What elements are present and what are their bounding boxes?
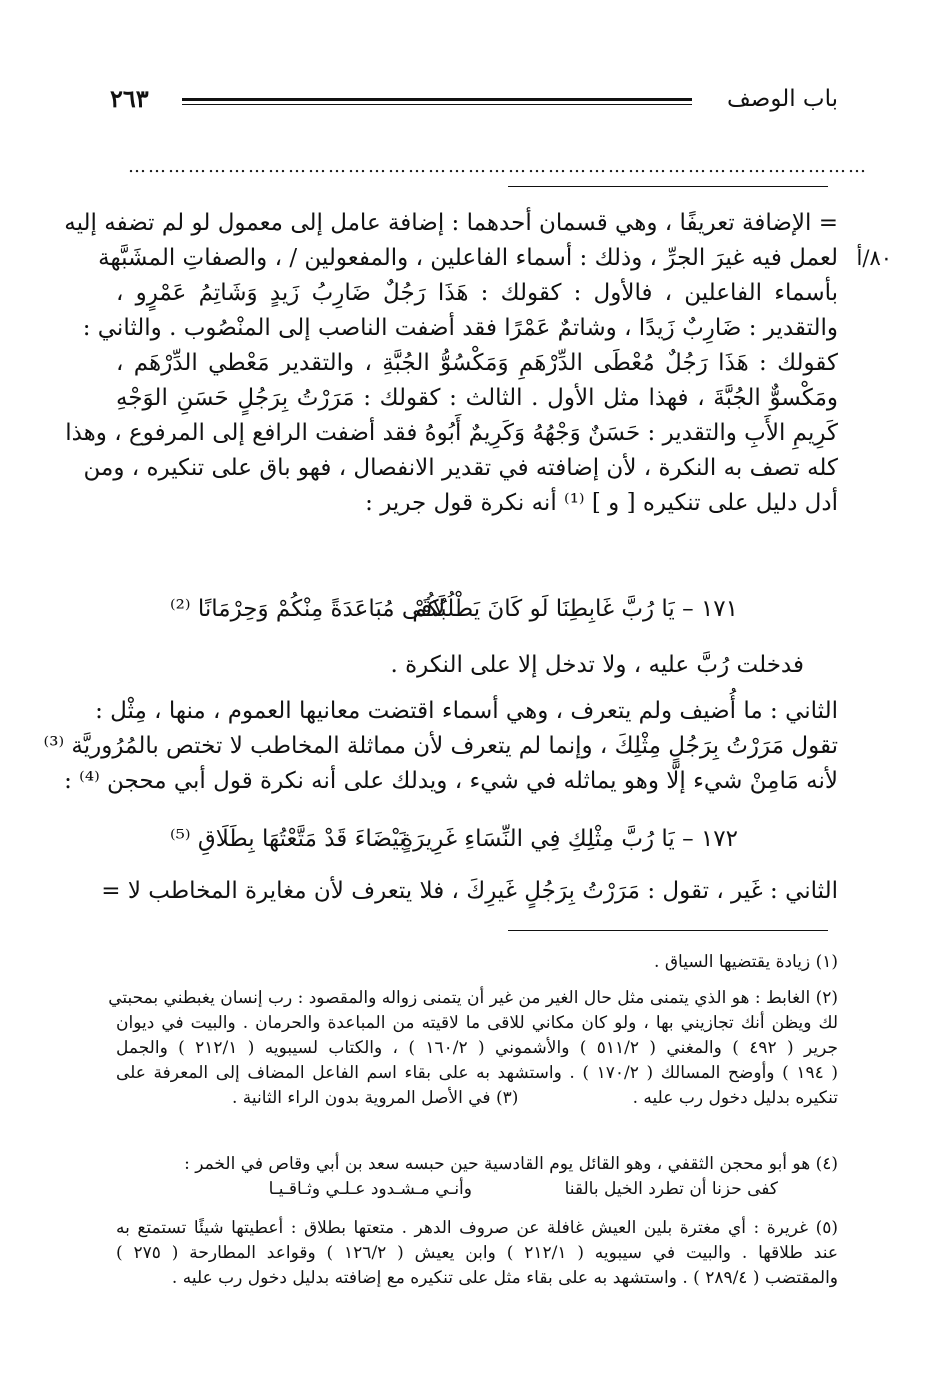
verse-hemistich: كفى حزنا أن تطرد الخيل بالقنا <box>564 1179 778 1199</box>
footnote-line: والمقتضب ( ٢٨٩/٤ ) . واستشهد به على بقاء مثل على تنكيره مع إضافته بدليل دخول رب عليه . <box>171 1268 838 1288</box>
footnote-rule <box>508 930 828 931</box>
footnote-text: (١) زيادة يقتضيها السياق . <box>654 952 838 972</box>
body-line: لعمل فيه غيرَ الجرِّ ، وذلك : أسماء الفاعلين ، والمفعولين / ، والصفاتِ المشَبَّهة <box>98 245 838 271</box>
body-line: كقولك : هَذَا رَجُلٌ مُعْطَى الدِّرْهَمِ وَمَكْسُوُّ الجُبَّةِ ، والتقدير مَعْطي الدِّرْهَم ، <box>116 350 838 376</box>
body-line: أدل دليل على تنكيره [ و ] ⁽¹⁾ أنه نكرة قول جرير : <box>365 490 838 516</box>
margin-note: ٨٠/أ <box>856 246 892 270</box>
body-line: والتقدير : ضَارِبٌ زَيدًا ، وشاتمٌ عَمْرًا فقد أضفت الناصب إلى المنْصُوب . والثاني : <box>82 315 838 341</box>
page-number: ٢٦٣ <box>110 84 149 113</box>
verse-hemistich: بَيْضَاءَ قَدْ مَتَّعْتُهَا بِطَلَاقِ ⁽⁵⁾ <box>170 826 406 852</box>
main-text <box>64 206 892 521</box>
chapter-title: باب الوصف <box>727 86 838 112</box>
footnote-1 <box>116 950 838 975</box>
footnote-line: (٢) الغابط : هو الذي يتمنى مثل حال الغير من غير أن يتمنى زواله والمقصود : رب إنسان يغبطني بمحبتي <box>108 988 838 1008</box>
body-line: = الإضافة تعريفًا ، وهي قسمان أحدهما : إضافة عامل إلى معمول لو لم تضفه إليه <box>64 210 838 236</box>
body-line: لأنه مَامِنْ شيء إلّا وهو يماثله في شيء ، ويدلك على أنه نكرة قول أبي محجن ⁽⁴⁾ : <box>64 768 838 794</box>
footnote-2 <box>108 986 839 1111</box>
top-rule <box>508 186 828 187</box>
running-header <box>110 84 838 120</box>
body-line: بأسماء الفاعلين ، فالأول : كقولك : هَذَا رَجُلٌ ضَارِبُ زَيدٍ وَشَاتِمُ عَمْرٍو ، <box>116 280 838 306</box>
verse-172 <box>170 822 738 857</box>
footnote-verse <box>116 1177 838 1202</box>
footnote-line: (٤) هو أبو محجن الثقفي ، وهو القائل يوم القادسية حين حبسه سعد بن أبي وقاص في الخمر : <box>184 1154 838 1174</box>
main-text-2 <box>43 694 838 799</box>
body-line: فدخلت رُبَّ عليه ، ولا تدخل إلا على النكرة . <box>390 652 804 678</box>
verse-hemistich: ١٧٢ – يَا رُبَّ مِثْلِكِ فِي النِّسَاءِ غَرِيرَةٍ <box>401 826 738 852</box>
verse-hemistich: وأنـي مـشـدود عـلـي وثـاقـيـا <box>268 1179 472 1199</box>
body-line: تقول مَرَرْتُ بِرَجُلٍ مِثْلِكَ ، وإنما لم يتعرف لأن مماثلة المخاطب لا تختص بالمُرُوريَّة ⁽³⁾ <box>43 733 838 759</box>
verse-hemistich: ١٧١ – يَا رُبَّ غَابِطِنَا لَو كَانَ يَطْلُبُكُمْ <box>412 596 738 622</box>
header-rule <box>182 98 692 101</box>
body-line: الثاني : ما أُضيف ولم يتعرف ، وهي أسماء اقتضت معانيها العموم ، منها ، مِثْل : <box>95 698 838 724</box>
footnote-line <box>116 1086 838 1111</box>
verse-hemistich: لَاقَى مُبَاعَدَةً مِنْكُمْ وَحِرْمَانًا ⁽²⁾ <box>170 596 446 622</box>
body-line: الثاني : غَير ، تقول : مَرَرْتُ بِرَجُلٍ غَيرِكَ ، فلا يتعرف لأن مغايرة المخاطب لا = <box>101 878 838 904</box>
footnote-line: لك ويظن أنك تجازيني بها ، ولو كان مكاني للاقى ما لاقيته من المباعدة والحرمان . والبيت في ديوان <box>116 1013 838 1033</box>
footnote-5 <box>116 1216 838 1291</box>
footnote-line: ( ١٩٤ ) وأوضح المسالك ( ١٧٠/٢ ) . واستشهد به على بقاء اسم الفاعل المضاف إلى المعرفة على <box>116 1063 839 1083</box>
verse-171 <box>170 592 738 627</box>
main-text-3 <box>102 874 838 909</box>
body-line: ومَكْسوٌّ الجُبَّةَ ، فهذا مثل الأول . الثالث : كقولك : مَرَرْتُ بِرَجُلٍ حَسَنِ الوَجْهِ <box>116 385 838 411</box>
footnote-line: جرير ( ٤٩٢ ) والمغني ( ٥١١/٢ ) والأشموني ( ١٦٠/٢ ) ، والكتاب لسيبويه ( ٢١٢/١ ) والجمل <box>116 1038 838 1058</box>
header-rule-thin <box>182 104 692 105</box>
footnote-3: (٣) في الأصل المروية بدون الراء الثانية . <box>232 1088 519 1108</box>
footnote-line-text: تنكيره بدليل دخول رب عليه . <box>632 1088 838 1108</box>
footnote-line: (٥) غريرة : أي مغترة بلين العيش غافلة عن صروف الدهر . متعتها بطلاق : أعطيتها شيئًا تستمتع به <box>116 1218 838 1238</box>
body-line: كَرِيمِ الأَبِ والتقدير : حَسَنٌ وَجْهُهُ وَكَرِيمٌ أَبُوهُ فقد أضفت الرافع إلى المرفوع ، وهذا <box>65 420 838 446</box>
body-line: كله تصف به النكرة ، لأن إضافته في تقدير الانفصال ، فهو باق على تنكيره ، ومن <box>83 455 838 481</box>
footnote-line: عند طلاقها . والبيت في سيبويه ( ٢١٢/١ ) وابن يعيش ( ١٢٦/٢ ) وقواعد المطارحة ( ٢٧٥ ) <box>116 1243 838 1263</box>
footnote-4 <box>116 1152 838 1202</box>
dotted-separator: ………………………………………………………………………………………………… <box>128 156 868 177</box>
